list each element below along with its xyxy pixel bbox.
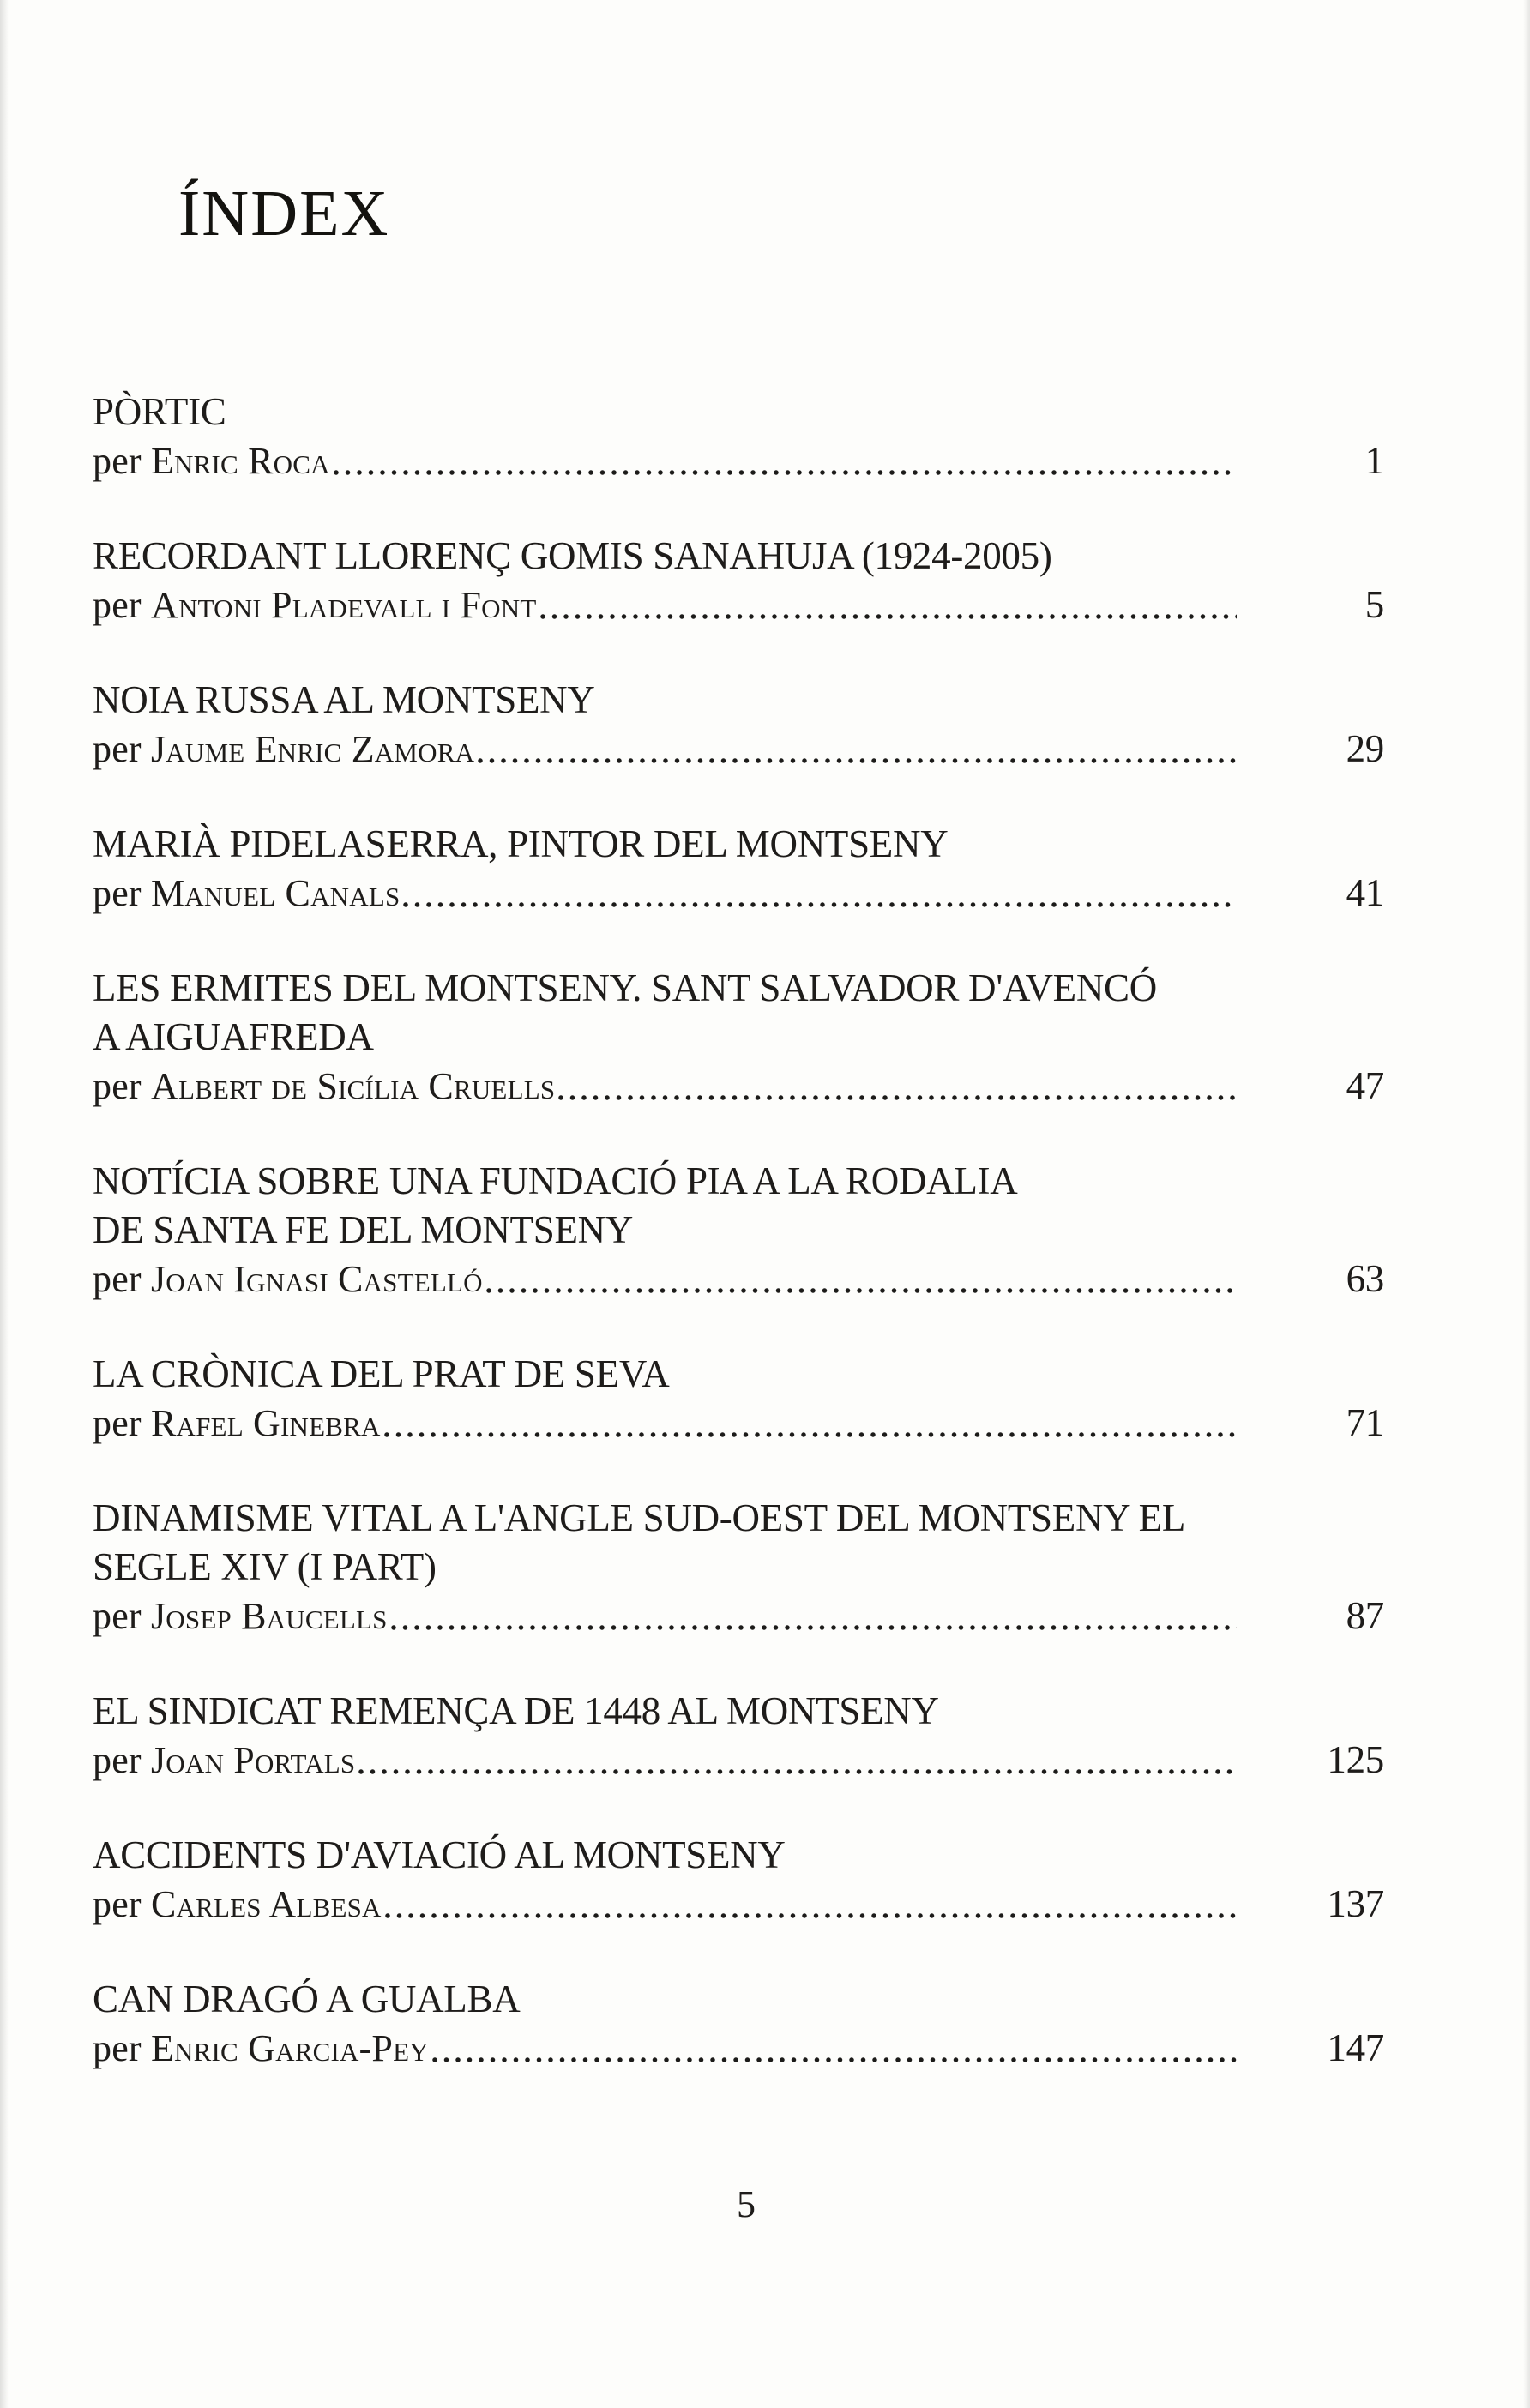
entry-author-name: Josep Baucells — [150, 1595, 388, 1637]
entry-page-number: 47 — [1346, 1064, 1384, 1107]
entry-author-row — [93, 869, 1384, 918]
entry-title — [93, 676, 1384, 725]
entry-author-row — [93, 581, 1384, 629]
entry-title-line: EL SINDICAT REMENÇA DE 1448 AL MONTSENY — [93, 1689, 939, 1732]
entry-title — [93, 1831, 1384, 1880]
entry-page-number: 87 — [1346, 1594, 1384, 1637]
scan-edge-right — [1523, 0, 1530, 2408]
entry-author-name: Rafel Ginebra — [150, 1402, 381, 1444]
toc-entry — [93, 1494, 1384, 1640]
entry-page-number: 147 — [1327, 2026, 1384, 2069]
entry-title — [93, 1157, 1384, 1255]
entry-author-prefix: per — [93, 2027, 151, 2069]
entry-author-name: Albert de Sicília Cruells — [150, 1065, 556, 1107]
entry-author — [93, 1736, 355, 1785]
entry-author — [93, 725, 474, 774]
page-title: ÍNDEX — [178, 177, 390, 250]
entry-author-prefix: per — [93, 1595, 151, 1637]
scan-edge-left — [0, 0, 9, 2408]
entry-title — [93, 1687, 1384, 1736]
entry-title-line: LA CRÒNICA DEL PRAT DE SEVA — [93, 1352, 670, 1395]
entry-author-prefix: per — [93, 728, 151, 770]
entry-title-line: DE SANTA FE DEL MONTSENY — [93, 1208, 634, 1251]
entry-author — [93, 1255, 483, 1303]
entry-author — [93, 1592, 388, 1640]
entry-title-line: PÒRTIC — [93, 390, 226, 433]
entry-page-number: 5 — [1364, 583, 1384, 626]
toc-entry — [93, 1687, 1384, 1785]
entry-title-line: NOIA RUSSA AL MONTSENY — [93, 678, 595, 721]
entry-author-prefix: per — [93, 440, 151, 482]
entry-author-row — [93, 1255, 1384, 1303]
dot-leader — [382, 1430, 1237, 1440]
entry-author-row — [93, 2024, 1384, 2073]
toc-entry — [93, 1831, 1384, 1929]
entry-author-prefix: per — [93, 872, 151, 914]
entry-page-number: 63 — [1346, 1257, 1384, 1300]
toc-entry — [93, 388, 1384, 485]
entry-author — [93, 1399, 381, 1448]
entry-author-name: Carles Albesa — [150, 1883, 382, 1925]
entry-title-line: NOTÍCIA SOBRE UNA FUNDACIÓ PIA A LA RODALIA — [93, 1159, 1018, 1202]
entry-author-row — [93, 1399, 1384, 1448]
dot-leader — [484, 1285, 1237, 1296]
entry-author-prefix: per — [93, 584, 151, 626]
entry-author-row — [93, 1880, 1384, 1929]
dot-leader — [475, 756, 1237, 766]
entry-author-name: Jaume Enric Zamora — [150, 728, 475, 770]
dot-leader — [382, 1911, 1237, 1921]
entry-author-row — [93, 1592, 1384, 1640]
toc-entry — [93, 1350, 1384, 1448]
entry-author-name: Joan Ignasi Castelló — [150, 1258, 483, 1300]
entry-title — [93, 1975, 1384, 2024]
entry-title-line: MARIÀ PIDELASERRA, PINTOR DEL MONTSENY — [93, 822, 949, 865]
entry-title — [93, 1350, 1384, 1399]
entry-author-row — [93, 1062, 1384, 1111]
entry-author — [93, 869, 400, 918]
entry-title — [93, 964, 1384, 1062]
dot-leader — [430, 2055, 1237, 2065]
entry-author-prefix: per — [93, 1258, 151, 1300]
entry-page-number: 71 — [1346, 1401, 1384, 1444]
dot-leader — [389, 1622, 1237, 1633]
dot-leader — [401, 900, 1237, 910]
entry-title-line: CAN DRAGÓ A GUALBA — [93, 1978, 521, 2020]
entry-author-row — [93, 436, 1384, 485]
entry-page-number: 125 — [1327, 1738, 1384, 1781]
toc-entry — [93, 676, 1384, 774]
toc-entry — [93, 1975, 1384, 2073]
entry-author-name: Manuel Canals — [150, 872, 401, 914]
toc-entry — [93, 820, 1384, 918]
entry-author-prefix: per — [93, 1883, 151, 1925]
entry-author-prefix: per — [93, 1402, 151, 1444]
entry-page-number: 41 — [1346, 871, 1384, 914]
entry-author — [93, 2024, 429, 2073]
entry-page-number: 137 — [1327, 1882, 1384, 1925]
entry-title — [93, 1494, 1384, 1592]
dot-leader — [538, 611, 1238, 622]
entry-title — [93, 532, 1384, 581]
entry-title-line: SEGLE XIV (I PART) — [93, 1545, 437, 1588]
entry-author-name: Joan Portals — [150, 1739, 356, 1781]
entry-title-line: DINAMISME VITAL A L'ANGLE SUD-OEST DEL MONTSENY EL — [93, 1496, 1186, 1539]
entry-author-row — [93, 1736, 1384, 1785]
entry-title-line: LES ERMITES DEL MONTSENY. SANT SALVADOR D'AVENCÓ — [93, 966, 1157, 1009]
entry-title-line: ACCIDENTS D'AVIACIÓ AL MONTSENY — [93, 1833, 786, 1876]
entry-author — [93, 1880, 382, 1929]
toc-entry — [93, 1157, 1384, 1303]
dot-leader — [356, 1767, 1237, 1777]
entry-title-line: A AIGUAFREDA — [93, 1015, 374, 1058]
toc-list — [93, 388, 1384, 2119]
dot-leader — [556, 1093, 1237, 1103]
entry-author-prefix: per — [93, 1065, 151, 1107]
entry-page-number: 29 — [1346, 727, 1384, 770]
entry-author-prefix: per — [93, 1739, 151, 1781]
toc-entry — [93, 532, 1384, 629]
entry-title — [93, 388, 1384, 436]
entry-author — [93, 581, 537, 629]
dot-leader — [331, 467, 1237, 478]
toc-entry — [93, 964, 1384, 1111]
entry-author-name: Enric Roca — [150, 440, 330, 482]
entry-author — [93, 436, 330, 485]
entry-author — [93, 1062, 555, 1111]
entry-author-name: Enric Garcia-Pey — [150, 2027, 429, 2069]
entry-page-number: 1 — [1364, 439, 1384, 482]
entry-author-row — [93, 725, 1384, 774]
entry-title-line: RECORDANT LLORENÇ GOMIS SANAHUJA (1924-2005) — [93, 534, 1052, 577]
entry-title — [93, 820, 1384, 869]
folio-page-number: 5 — [737, 2183, 756, 2225]
entry-author-name: Antoni Pladevall i Font — [150, 584, 537, 626]
